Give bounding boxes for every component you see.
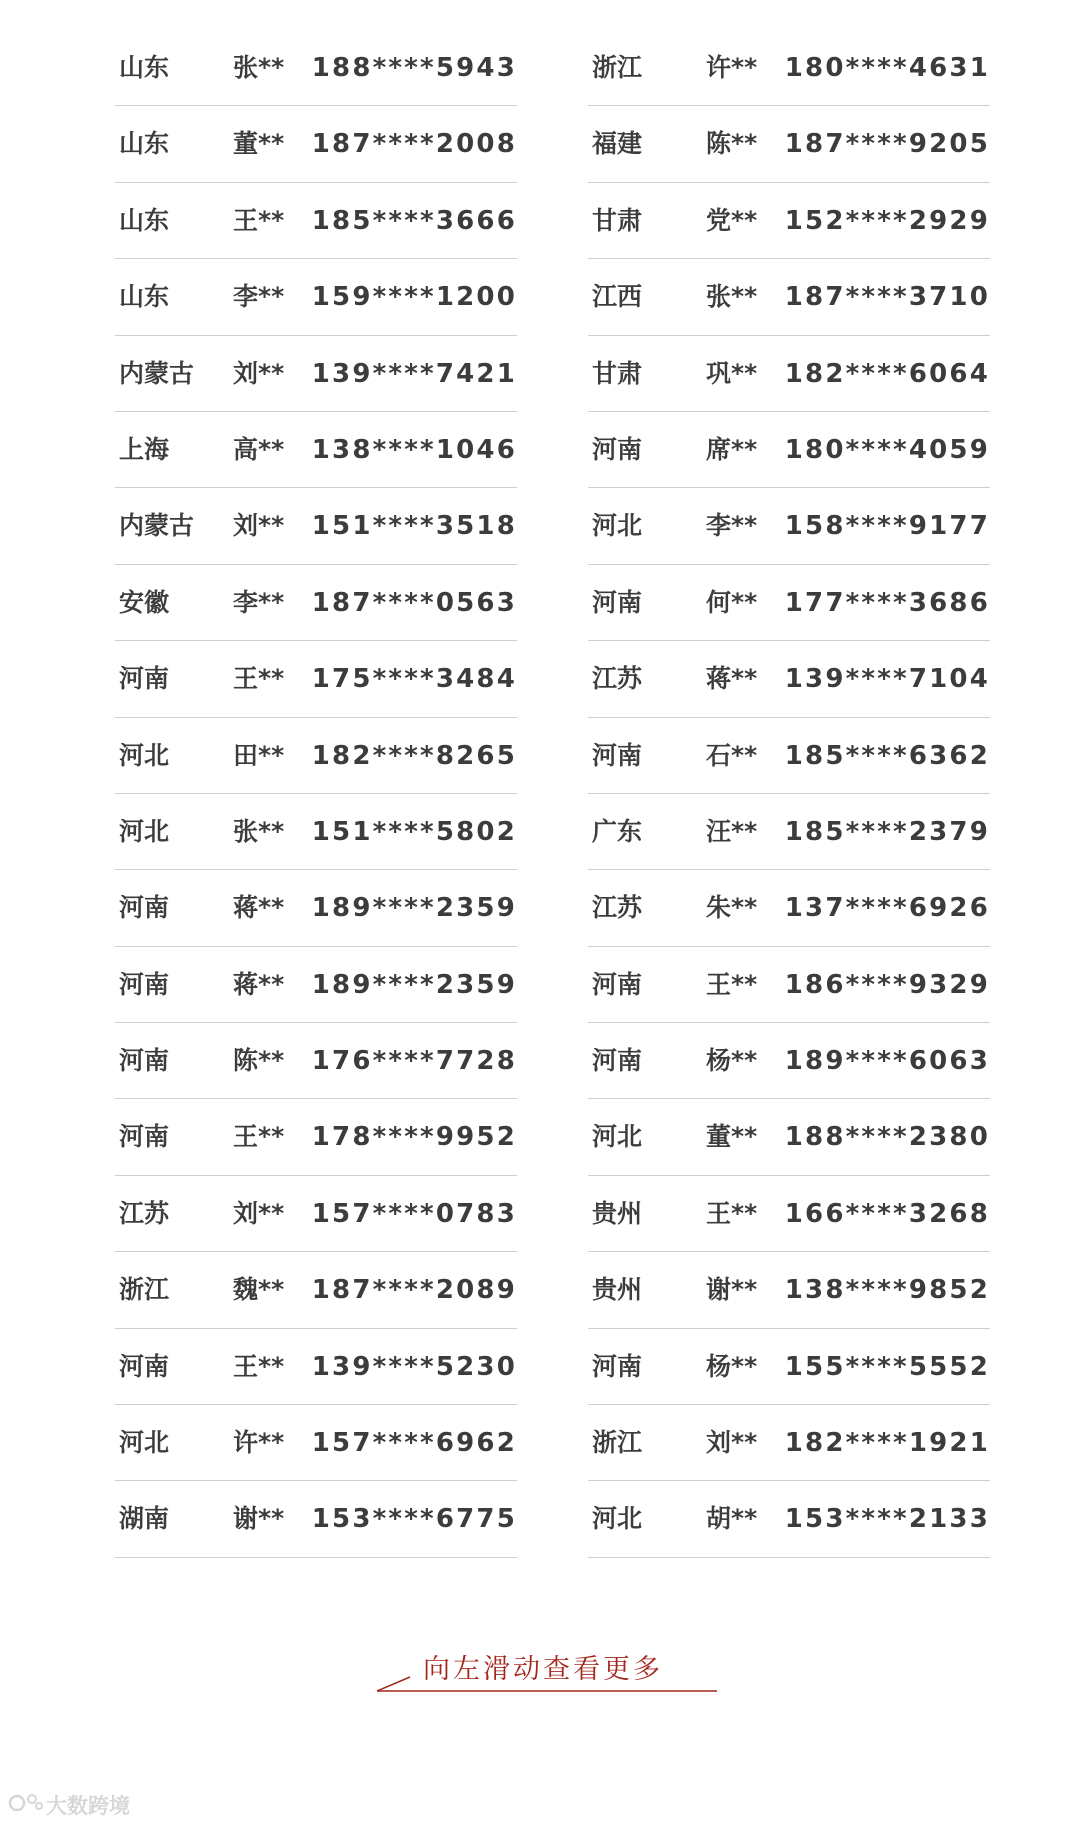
phone-cell: 152****2929 [784, 205, 990, 236]
name-cell: 谢** [706, 1275, 758, 1305]
list-row [115, 183, 517, 259]
phone-cell: 187****2089 [311, 1275, 517, 1306]
province-cell: 上海 [119, 434, 170, 464]
phone-cell: 166****3268 [784, 1198, 990, 1229]
phone-cell: 137****6926 [784, 893, 990, 924]
winner-list [115, 30, 995, 1558]
name-cell: 蒋** [706, 664, 758, 694]
name-cell: 蒋** [233, 893, 285, 923]
list-row [588, 30, 990, 106]
phone-cell: 189****2359 [311, 893, 517, 924]
phone-cell: 153****6775 [311, 1504, 517, 1535]
name-cell: 张** [706, 282, 758, 312]
province-cell: 河南 [592, 587, 643, 617]
list-row [115, 641, 517, 717]
province-cell: 江苏 [119, 1198, 170, 1228]
phone-cell: 157****0783 [311, 1198, 517, 1229]
list-row [115, 336, 517, 412]
phone-cell: 189****6063 [784, 1046, 990, 1077]
name-cell: 高** [233, 434, 285, 464]
list-row [588, 412, 990, 488]
name-cell: 朱** [706, 893, 758, 923]
name-cell: 许** [233, 1428, 285, 1458]
list-row [588, 1176, 990, 1252]
province-cell: 河南 [592, 1046, 643, 1076]
list-row [115, 870, 517, 946]
list-row [115, 259, 517, 335]
province-cell: 内蒙古 [119, 511, 195, 541]
phone-cell: 155****5552 [784, 1351, 990, 1382]
province-cell: 山东 [119, 205, 170, 235]
list-row [115, 1023, 517, 1099]
list-row [588, 641, 990, 717]
province-cell: 河南 [119, 1046, 170, 1076]
list-row [588, 259, 990, 335]
list-row [115, 1405, 517, 1481]
phone-cell: 139****7421 [311, 358, 517, 389]
phone-cell: 182****8265 [311, 740, 517, 771]
phone-cell: 176****7728 [311, 1046, 517, 1077]
province-cell: 浙江 [592, 1428, 643, 1458]
name-cell: 陈** [706, 129, 758, 159]
name-cell: 李** [706, 511, 758, 541]
province-cell: 甘肃 [592, 205, 643, 235]
name-cell: 陈** [233, 1046, 285, 1076]
name-cell: 党** [706, 205, 758, 235]
phone-cell: 188****2380 [784, 1122, 990, 1153]
province-cell: 河北 [592, 511, 643, 541]
list-row [115, 412, 517, 488]
phone-cell: 182****6064 [784, 358, 990, 389]
province-cell: 山东 [119, 129, 170, 159]
phone-cell: 177****3686 [784, 587, 990, 618]
phone-cell: 180****4631 [784, 53, 990, 83]
watermark [8, 1788, 148, 1818]
phone-cell: 188****5943 [311, 53, 517, 83]
name-cell: 董** [233, 129, 285, 159]
list-row [115, 106, 517, 182]
name-cell: 董** [706, 1122, 758, 1152]
province-cell: 湖南 [119, 1504, 170, 1534]
list-row [115, 947, 517, 1023]
province-cell: 内蒙古 [119, 358, 195, 388]
province-cell: 江西 [592, 282, 643, 312]
phone-cell: 159****1200 [311, 282, 517, 313]
phone-cell: 185****2379 [784, 816, 990, 847]
list-row [588, 565, 990, 641]
province-cell: 河南 [119, 1351, 170, 1381]
list-row [115, 488, 517, 564]
province-cell: 河南 [119, 664, 170, 694]
name-cell: 刘** [233, 358, 285, 388]
province-cell: 山东 [119, 53, 170, 82]
list-row [115, 565, 517, 641]
swipe-hint[interactable] [375, 1635, 720, 1695]
list-row [588, 106, 990, 182]
list-row [115, 794, 517, 870]
name-cell: 杨** [706, 1046, 758, 1076]
province-cell: 河南 [592, 969, 643, 999]
name-cell: 刘** [233, 1198, 285, 1228]
province-cell: 安徽 [119, 587, 170, 617]
name-cell: 张** [233, 816, 285, 846]
list-row [588, 794, 990, 870]
list-row [588, 718, 990, 794]
province-cell: 广东 [592, 816, 643, 846]
name-cell: 巩** [706, 358, 758, 388]
province-cell: 河南 [119, 969, 170, 999]
list-row [115, 1252, 517, 1328]
name-cell: 石** [706, 740, 758, 770]
phone-cell: 187****0563 [311, 587, 517, 618]
list-row [588, 1252, 990, 1328]
name-cell: 王** [706, 969, 758, 999]
name-cell: 杨** [706, 1351, 758, 1381]
name-cell: 王** [233, 1122, 285, 1152]
phone-cell: 151****5802 [311, 816, 517, 847]
list-row [588, 1481, 990, 1557]
phone-cell: 180****4059 [784, 434, 990, 465]
list-row [115, 1481, 517, 1557]
province-cell: 河北 [592, 1504, 643, 1534]
phone-cell: 186****9329 [784, 969, 990, 1000]
phone-cell: 151****3518 [311, 511, 517, 542]
phone-cell: 187****2008 [311, 129, 517, 160]
province-cell: 江苏 [592, 664, 643, 694]
phone-cell: 189****2359 [311, 969, 517, 1000]
list-row [588, 336, 990, 412]
list-row [115, 30, 517, 106]
phone-cell: 178****9952 [311, 1122, 517, 1153]
phone-cell: 182****1921 [784, 1428, 990, 1459]
phone-cell: 138****1046 [311, 434, 517, 465]
phone-cell: 185****3666 [311, 205, 517, 236]
list-row [588, 947, 990, 1023]
province-cell: 江苏 [592, 893, 643, 923]
phone-cell: 187****3710 [784, 282, 990, 313]
list-row [115, 1329, 517, 1405]
list-row [588, 1405, 990, 1481]
province-cell: 河南 [119, 893, 170, 923]
phone-cell: 138****9852 [784, 1275, 990, 1306]
phone-cell: 157****6962 [311, 1428, 517, 1459]
name-cell: 谢** [233, 1504, 285, 1534]
list-row [115, 1176, 517, 1252]
name-cell: 李** [233, 587, 285, 617]
list-row [588, 870, 990, 946]
province-cell: 河南 [592, 1351, 643, 1381]
province-cell: 浙江 [592, 53, 643, 82]
right-column [588, 30, 990, 1558]
name-cell: 刘** [706, 1428, 758, 1458]
name-cell: 许** [706, 53, 758, 82]
name-cell: 田** [233, 740, 285, 770]
province-cell: 贵州 [592, 1275, 643, 1305]
phone-cell: 139****5230 [311, 1351, 517, 1382]
phone-cell: 139****7104 [784, 664, 990, 695]
phone-cell: 187****9205 [784, 129, 990, 160]
province-cell: 河南 [592, 740, 643, 770]
list-row [588, 1329, 990, 1405]
province-cell: 浙江 [119, 1275, 170, 1305]
province-cell: 甘肃 [592, 358, 643, 388]
name-cell: 王** [233, 1351, 285, 1381]
name-cell: 蒋** [233, 969, 285, 999]
list-row [115, 1099, 517, 1175]
list-row [588, 1023, 990, 1099]
name-cell: 汪** [706, 816, 758, 846]
name-cell: 魏** [233, 1275, 285, 1305]
name-cell: 王** [706, 1198, 758, 1228]
list-row [588, 488, 990, 564]
name-cell: 王** [233, 664, 285, 694]
name-cell: 张** [233, 53, 285, 82]
phone-cell: 158****9177 [784, 511, 990, 542]
name-cell: 何** [706, 587, 758, 617]
province-cell: 河南 [119, 1122, 170, 1152]
list-row [588, 1099, 990, 1175]
name-cell: 王** [233, 205, 285, 235]
name-cell: 刘** [233, 511, 285, 541]
province-cell: 山东 [119, 282, 170, 312]
name-cell: 胡** [706, 1504, 758, 1534]
phone-cell: 175****3484 [311, 664, 517, 695]
name-cell: 席** [706, 434, 758, 464]
phone-cell: 185****6362 [784, 740, 990, 771]
swipe-hint-text: 向左滑动查看更多 [423, 1654, 663, 1685]
left-column [115, 30, 517, 1558]
province-cell: 福建 [592, 129, 643, 159]
watermark-logo-icon [8, 1790, 44, 1816]
province-cell: 河南 [592, 434, 643, 464]
watermark-text: 大数跨境 [46, 1794, 130, 1818]
province-cell: 河北 [119, 1428, 170, 1458]
name-cell: 李** [233, 282, 285, 312]
province-cell: 河北 [119, 816, 170, 846]
province-cell: 河北 [592, 1122, 643, 1152]
phone-cell: 153****2133 [784, 1504, 990, 1535]
list-row [115, 718, 517, 794]
province-cell: 贵州 [592, 1198, 643, 1228]
list-row [588, 183, 990, 259]
province-cell: 河北 [119, 740, 170, 770]
